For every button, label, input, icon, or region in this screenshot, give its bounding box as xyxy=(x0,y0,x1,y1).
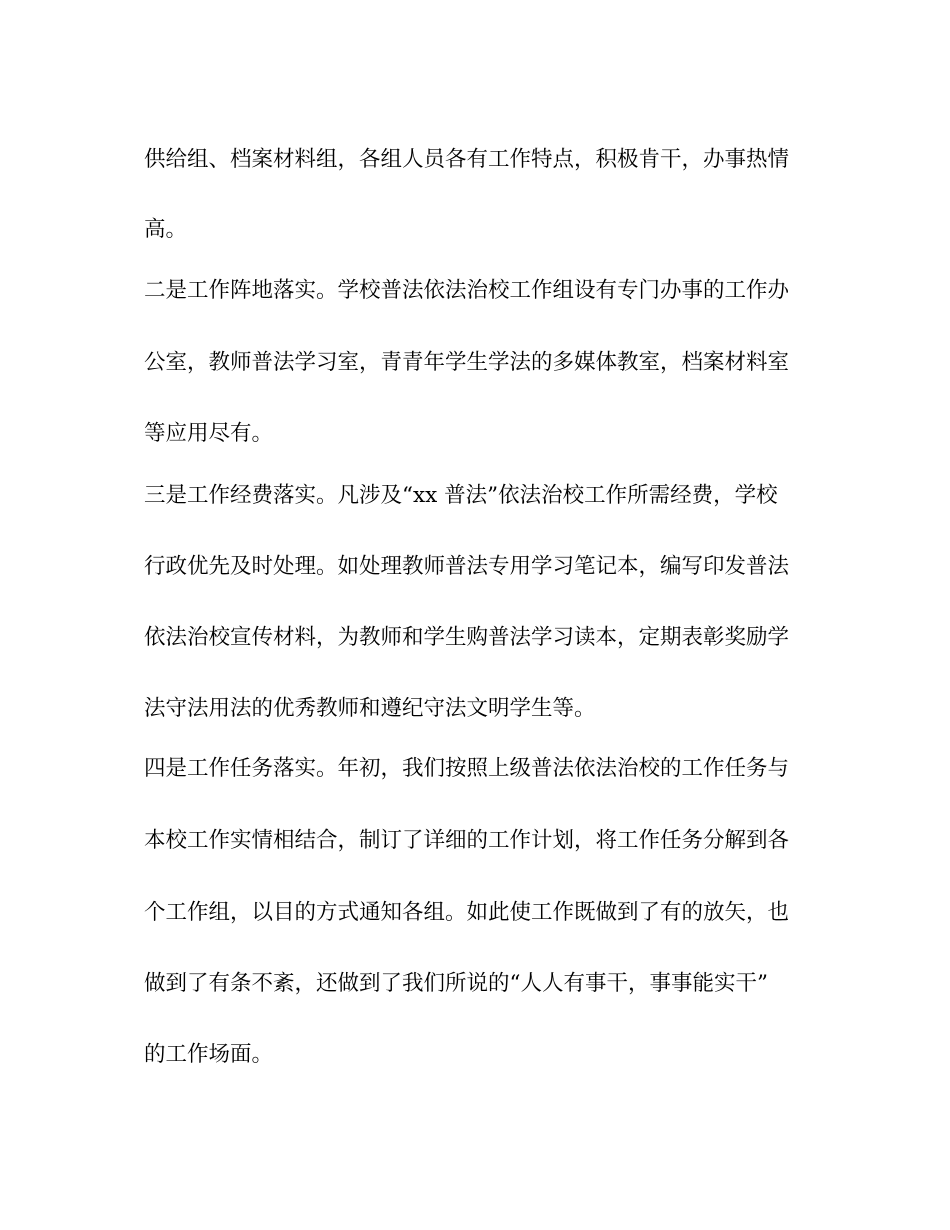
text-line: 四是工作任务落实。年初，我们按照上级普法依法治校的工作任务与 xyxy=(144,756,790,781)
text-line: 法守法用法的优秀教师和遵纪守法文明学生等。 xyxy=(144,696,596,721)
text-line: 高。 xyxy=(144,217,188,242)
text-line: 做到了有条不紊，还做到了我们所说的“人人有事干，事事能实干” xyxy=(144,971,768,996)
text-line: 本校工作实情相结合，制订了详细的工作计划，将工作任务分解到各 xyxy=(144,828,790,853)
text-line: 行政优先及时处理。如处理教师普法专用学习笔记本，编写印发普法 xyxy=(144,554,790,579)
text-line: 依法治校宣传材料，为教师和学生购普法学习读本，定期表彰奖励学 xyxy=(144,625,790,650)
text-line: 个工作组，以目的方式通知各组。如此使工作既做到了有的放矢，也 xyxy=(144,900,790,925)
text-line: 公室，教师普法学习室，青青年学生学法的多媒体教室，档案材料室 xyxy=(144,350,790,375)
text-line: 三是工作经费落实。凡涉及“xx 普法”依法治校工作所需经费，学校 xyxy=(144,483,778,508)
text-line: 的工作场面。 xyxy=(144,1042,274,1067)
text-line: 二是工作阵地落实。学校普法依法治校工作组设有专门办事的工作办 xyxy=(144,278,790,303)
text-line: 等应用尽有。 xyxy=(144,421,274,446)
text-line: 供给组、档案材料组，各组人员各有工作特点，积极肯干，办事热情 xyxy=(144,147,790,172)
